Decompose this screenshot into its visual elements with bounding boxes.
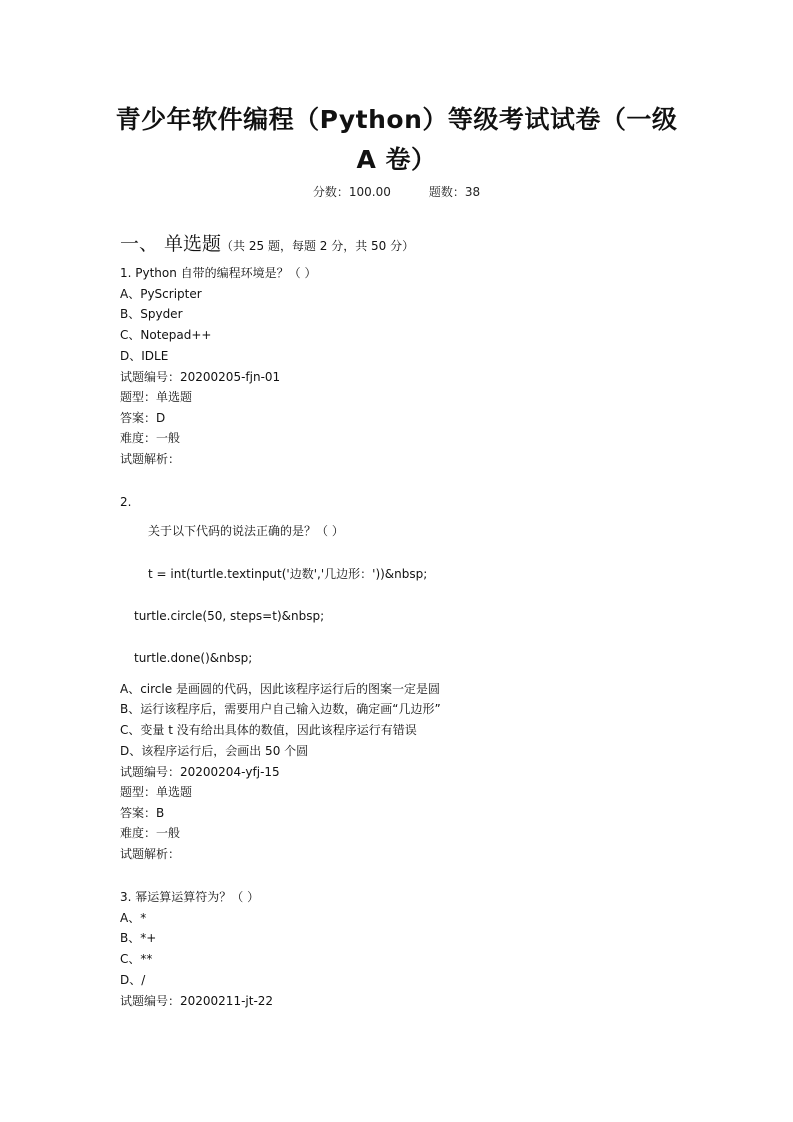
q2-analysis: 试题解析： <box>120 847 181 861</box>
q1-option-d: D、IDLE <box>120 349 169 363</box>
q2-stem: 关于以下代码的说法正确的是？（ ） <box>148 524 344 538</box>
q2-number: 2. <box>120 495 132 509</box>
q2-id: 试题编号：20200204-yfj-15 <box>120 765 280 779</box>
q2-difficulty: 难度：一般 <box>120 826 181 840</box>
q2-option-d: D、该程序运行后，会画出 50 个圆 <box>120 744 309 758</box>
q1-option-b: B、Spyder <box>120 307 183 321</box>
q3-option-a: A、* <box>120 911 147 925</box>
q3-option-c: C、** <box>120 952 153 966</box>
q1-option-a: A、PyScripter <box>120 287 202 301</box>
q1-answer: 答案：D <box>120 411 166 425</box>
q1-stem: 1. Python 自带的编程环境是？（ ） <box>120 266 317 280</box>
q2-code-line-1: t = int(turtle.textinput('边数','几边形：'))&nbsp; <box>148 567 428 581</box>
section-heading <box>120 229 414 256</box>
q1-type: 题型：单选题 <box>120 390 193 404</box>
q3-option-d: D、/ <box>120 973 146 987</box>
q3-id: 试题编号：20200211-jt-22 <box>120 994 274 1008</box>
q1-option-c: C、Notepad++ <box>120 328 212 342</box>
q3-option-b: B、*+ <box>120 931 157 945</box>
q3-stem: 3. 幂运算运算符为？（ ） <box>120 890 260 904</box>
q2-option-b: B、运行该程序后，需要用户自己输入边数，确定画“几边形” <box>120 702 441 716</box>
q2-answer: 答案：B <box>120 806 165 820</box>
q2-option-c: C、变量 t 没有给出具体的数值，因此该程序运行有错误 <box>120 723 417 737</box>
exam-title-line1: 青少年软件编程（Python）等级考试试卷（一级 <box>115 105 678 134</box>
q1-id: 试题编号：20200205-fjn-01 <box>120 370 281 384</box>
section-title: 一、 单选题 <box>120 233 222 255</box>
q2-option-a: A、circle 是画圆的代码，因此该程序运行后的图案一定是圆 <box>120 682 440 696</box>
exam-meta <box>0 183 793 200</box>
q1-analysis: 试题解析： <box>120 452 181 466</box>
q2-code-line-2: turtle.circle(50, steps=t)&nbsp; <box>134 609 325 623</box>
q1-difficulty: 难度：一般 <box>120 431 181 445</box>
question-count: 题数：38 <box>428 185 481 199</box>
q2-type: 题型：单选题 <box>120 785 193 799</box>
section-note: （共 25 题，每题 2 分，共 50 分） <box>221 239 415 253</box>
score-total: 分数：100.00 <box>312 185 391 199</box>
q2-code-line-3: turtle.done()&nbsp; <box>134 651 253 665</box>
exam-title-line2: A 卷） <box>356 145 437 174</box>
